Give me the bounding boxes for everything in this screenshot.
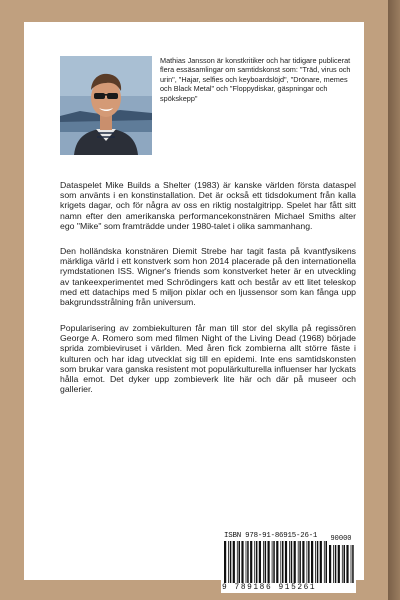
text-panel	[24, 22, 364, 592]
ean-digits: 9 789186 915261	[222, 584, 317, 592]
cover-edge	[388, 0, 400, 600]
author-bio: Mathias Jansson är konstkritiker och har tidigare publicerat flera essäsamlingar om samtidskonst som: "Träd, virus och urin", "Hajar, selfies och keyboardslöjd", "Drönare, memes och Black Metal" och "Floppydiskar, gäspningar och spökskepp"	[160, 56, 351, 103]
ean-barcode-bars	[224, 541, 328, 583]
author-photo	[60, 56, 152, 155]
paragraph-2: Den holländska konstnären Diemit Strebe har tagit fasta på kvantfysikens märkliga värld i ett konstverk som hon 2014 placerade på den internationella rymdstationen ISS. Wigner's friends som konstverket heter är en utveckling av tankeexperimentet med Schrödingers katt och består av ett litet teleskop med ett datachips med 5 miljon pixlar och en ljussensor som kan fånga upp bakgrundsstrålning från universum.	[60, 246, 356, 308]
isbn-label: ISBN 978-91-86915-26-1	[224, 532, 318, 540]
price-addon-code: 90000	[330, 535, 352, 543]
paragraph-3: Popularisering av zombiekulturen får man till stor del skylla på regissören George A. Romero som med filmen Night of the Living Dead (1968) började sprida zombieviruset i världen. Med åren fick zombierna allt större fäste i kulturen och har idag utvecklat sig till en epidemi. Inte ens samtidskonsten som brukar vara ganska resistent mot populärkulturella influenser har lyckats hålla emot. Det dyker upp zombieverk lite här och där på museer och gallerier.	[60, 323, 356, 395]
barcode	[221, 531, 356, 593]
paragraph-1: Dataspelet Mike Builds a Shelter (1983) är kanske världen första dataspel som använts i en konstinstallation. Det är också ett tidsdokument från kalla krigets dagar, och för några av oss en riktig nostalgitripp. Spelet har fått sitt namn efter den amerikanska performancekonstnären Michael Smiths alter ego "Mike" som framträdde under 1980-talet i olika sammanhang.	[60, 180, 356, 231]
addon-barcode-bars	[329, 545, 354, 583]
